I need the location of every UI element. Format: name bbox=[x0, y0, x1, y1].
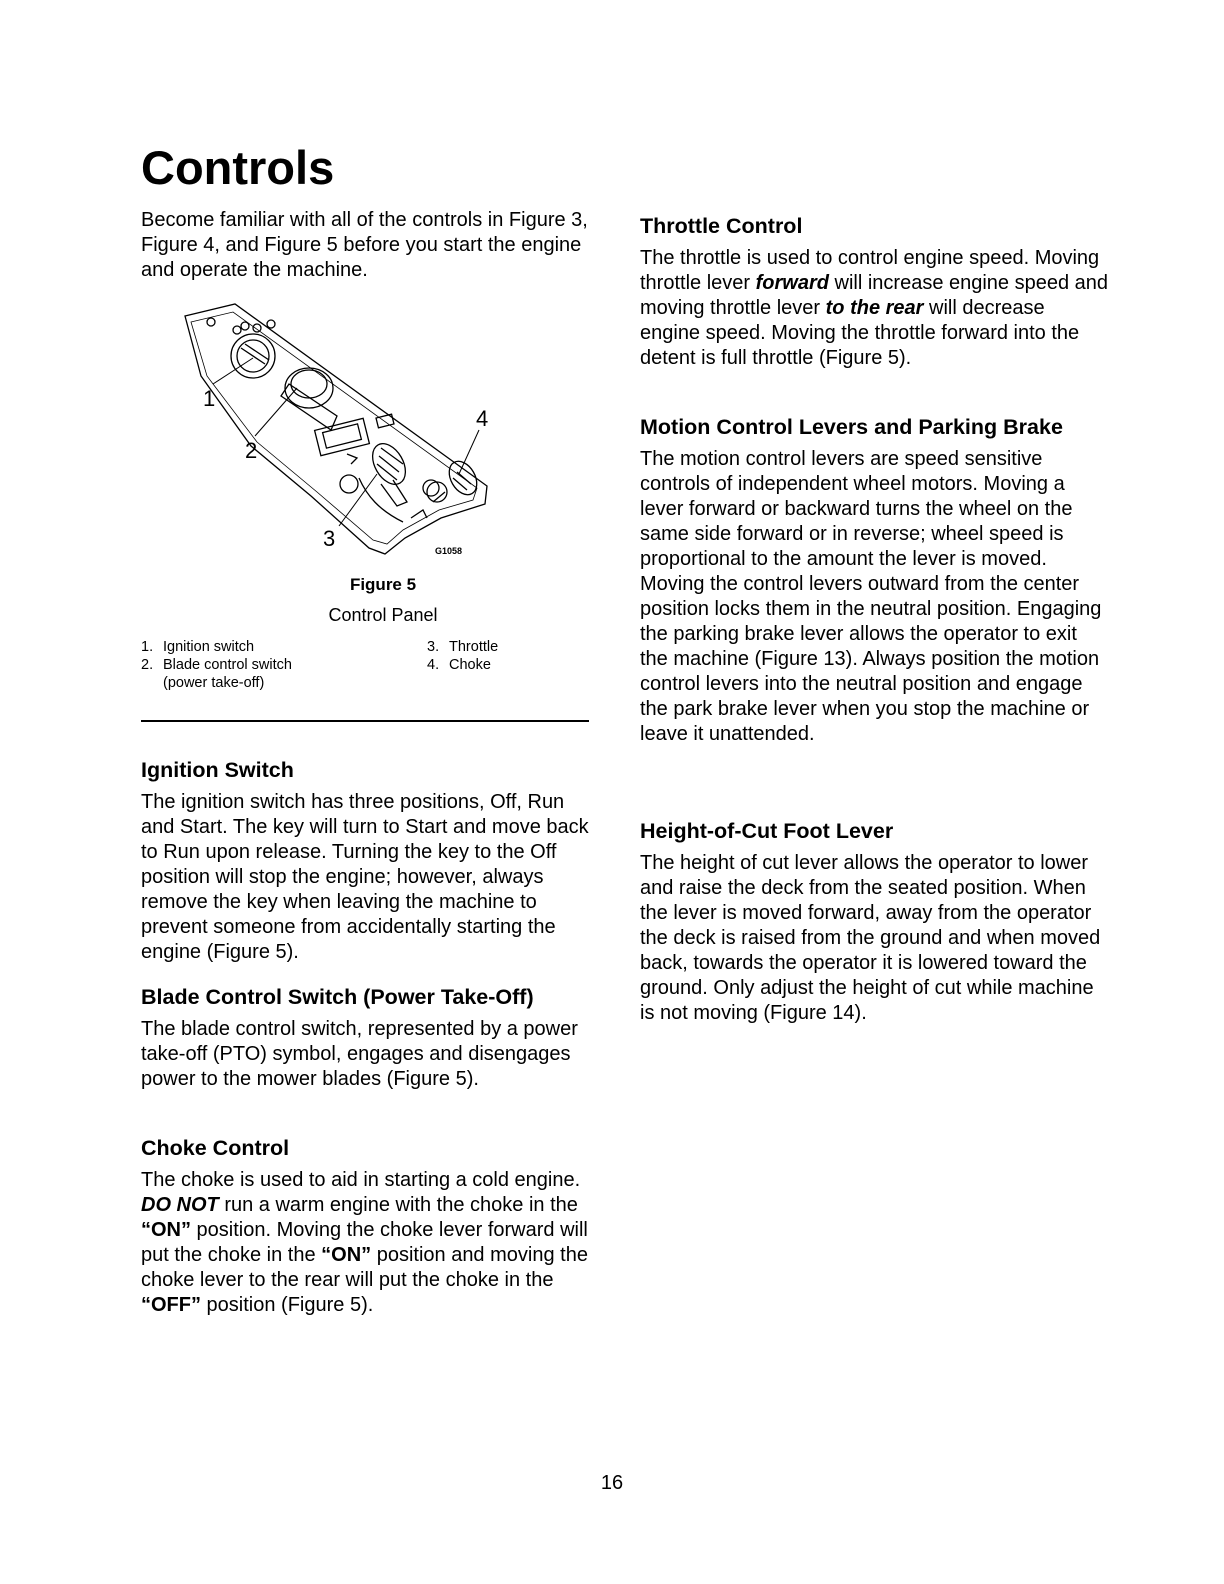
ignition-section bbox=[141, 756, 593, 965]
motion-heading: Motion Control Levers and Parking Brake bbox=[640, 415, 1063, 439]
motion-section bbox=[640, 413, 1110, 747]
control-panel-illustration bbox=[141, 296, 593, 566]
throttle-section bbox=[640, 212, 1110, 371]
throttle-body: The throttle is used to control engine speed. Moving throttle lever forward will increase engine speed and moving throttle lever to the rear will decrease engine speed. Moving the throttle forward into the detent is full throttle (Figure 5). bbox=[640, 247, 1109, 369]
ignition-heading: Ignition Switch bbox=[141, 758, 294, 782]
throttle-lever-icon bbox=[359, 438, 412, 522]
page-title: Controls bbox=[141, 141, 335, 194]
emphasis-forward: forward bbox=[755, 272, 829, 294]
emphasis-to-the-rear: to the rear bbox=[825, 297, 924, 319]
blade-control-switch-icon bbox=[281, 368, 337, 430]
choke-section bbox=[141, 1134, 593, 1318]
section-divider bbox=[141, 720, 589, 722]
legend-item: 3. Throttle bbox=[427, 639, 499, 655]
emphasis-on: “ON” bbox=[321, 1244, 372, 1266]
callout-1: 1 bbox=[203, 386, 216, 411]
throttle-heading: Throttle Control bbox=[640, 214, 803, 238]
callout-3: 3 bbox=[323, 526, 336, 551]
blade-body: The blade control switch, represented by a power take-off (PTO) symbol, engages and disengages power to the mower blades (Figure 5). bbox=[141, 1018, 578, 1090]
figure-caption: Control Panel bbox=[328, 605, 438, 625]
choke-body: The choke is used to aid in starting a cold engine. DO NOT run a warm engine with the choke in the “ON” position. Moving the choke lever forward will put the choke in the “ON” position and moving the choke lever to the rear will put the choke in the “OFF” position (Figure 5). bbox=[141, 1169, 588, 1316]
legend-item: 4. Choke bbox=[427, 657, 491, 673]
blade-heading: Blade Control Switch (Power Take-Off) bbox=[141, 985, 534, 1009]
ignition-body: The ignition switch has three positions, Off, Run and Start. The key will turn to Start and move back to Run upon release. Turning the key to the Off position will stop the engine; however, always remove the key when leaving the machine to prevent someone from accidentally starting the engine (Figure 5). bbox=[141, 791, 589, 963]
figure-label: Figure 5 bbox=[349, 575, 417, 594]
legend-item: (power take-off) bbox=[163, 675, 265, 691]
emphasis-on: “ON” bbox=[141, 1219, 191, 1241]
hoc-body: The height of cut lever allows the operator to lower and raise the deck from the seated position. When the lever is moved forward, away from the operator the deck is raised from the ground and when moved back, towards the operator it is lowered toward the ground. Only adjust the height of cut while machine is not moving (Figure 14). bbox=[640, 852, 1101, 1024]
page-number: 16 bbox=[600, 1472, 624, 1494]
choke-heading: Choke Control bbox=[141, 1136, 290, 1160]
legend-item: 2. Blade control switch bbox=[141, 657, 292, 673]
legend-left bbox=[141, 638, 292, 692]
emphasis-do-not: DO NOT bbox=[141, 1194, 219, 1216]
legend-right bbox=[427, 638, 498, 674]
hoc-section bbox=[640, 817, 1110, 1026]
figure-code: G1058 bbox=[435, 546, 463, 556]
hoc-heading: Height-of-Cut Foot Lever bbox=[640, 819, 894, 843]
control-panel-figure bbox=[141, 296, 593, 566]
emphasis-off: “OFF” bbox=[141, 1294, 201, 1316]
blade-section bbox=[141, 983, 593, 1092]
intro-block bbox=[141, 208, 593, 283]
ignition-switch-icon bbox=[207, 318, 275, 378]
callout-2: 2 bbox=[245, 438, 258, 463]
callout-4: 4 bbox=[476, 406, 489, 431]
intro-paragraph: Become familiar with all of the controls in Figure 3, Figure 4, and Figure 5 before you start the engine and operate the machine. bbox=[141, 209, 588, 281]
legend-item: 1. Ignition switch bbox=[141, 639, 255, 655]
motion-body: The motion control levers are speed sensitive controls of independent wheel motors. Moving a lever forward or backward turns the wheel on the same side forward or in reverse; wheel speed is proportional to the amount the lever is moved. Moving the control levers outward from the center position locks them in the neutral position. Engaging the parking brake lever allows the operator to exit the machine (Figure 13). Always position the motion control levers into the neutral position and engage the park brake lever when you stop the machine or leave it unattended. bbox=[640, 448, 1102, 745]
